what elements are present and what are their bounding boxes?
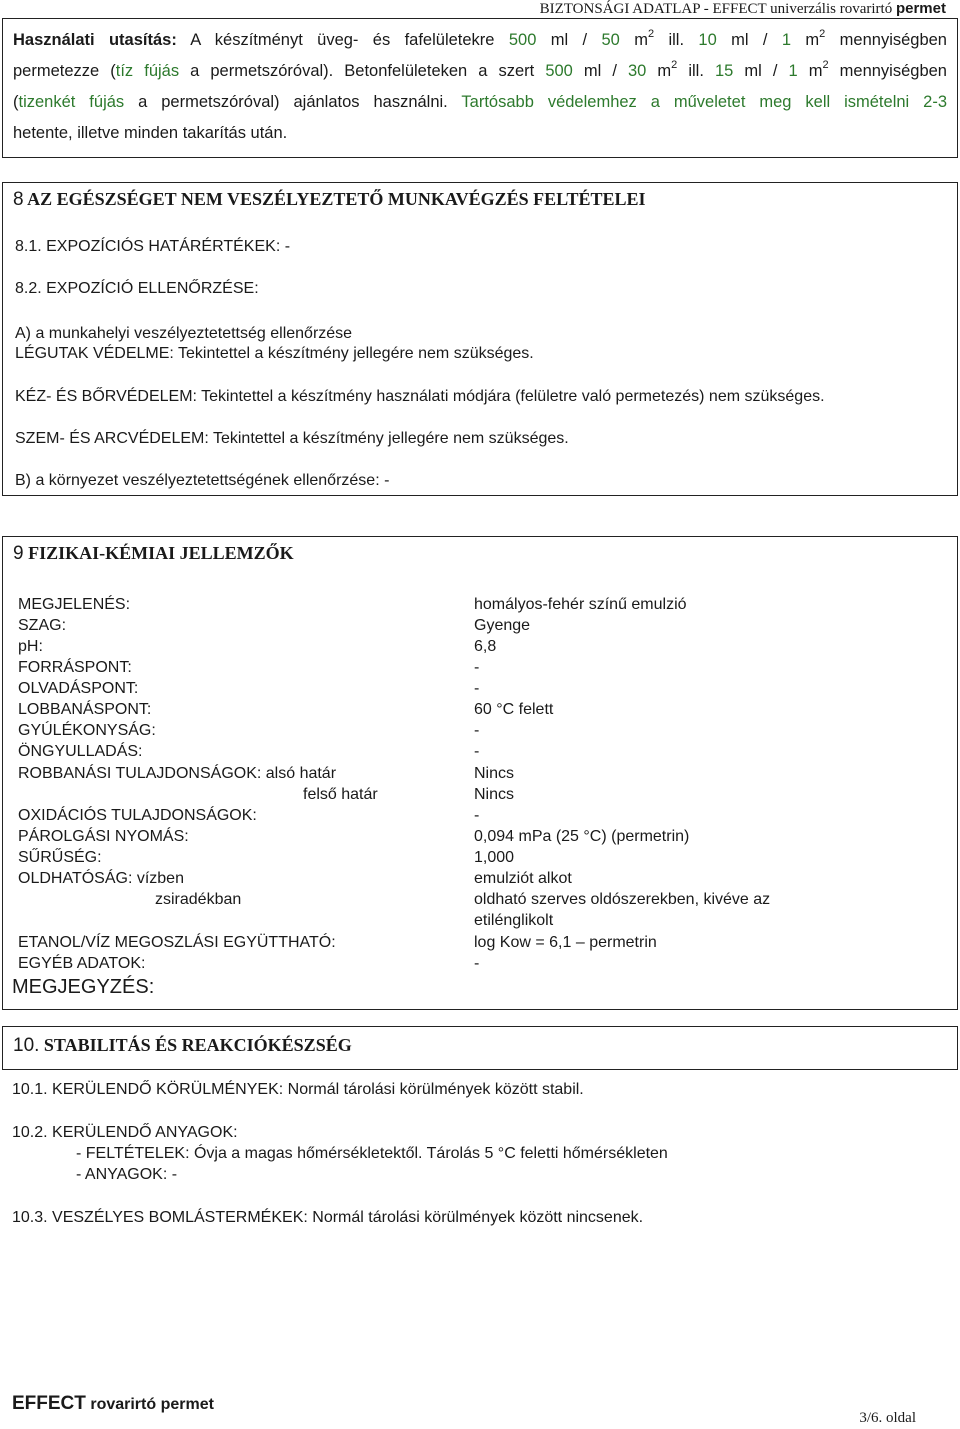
property-value: 0,094 mPa (25 °C) (permetrin) — [474, 828, 690, 845]
usage-number: 50 — [601, 31, 620, 49]
property-value: - — [474, 659, 480, 676]
usage-text: ml / — [572, 62, 628, 80]
property-value: Gyenge — [474, 617, 531, 634]
usage-text: ( — [13, 93, 19, 111]
usage-number: 30 — [628, 62, 647, 80]
property-value: log Kow = 6,1 – permetrin — [474, 934, 657, 951]
s8-line-7: B) a környezet veszélyeztetettségének ellenőrzése: - — [15, 472, 390, 489]
section-title-text: STABILITÁS ÉS REAKCIÓKÉSZSÉG — [39, 1035, 352, 1055]
usage-label: Használati utasítás: — [13, 31, 177, 49]
usage-text: A készítményt üveg- és fafelületekre — [176, 31, 509, 49]
superscript: 2 — [819, 28, 826, 40]
property-value: homályos-fehér színű emulzió — [474, 596, 687, 613]
superscript: 2 — [647, 28, 655, 40]
usage-text: m — [797, 62, 823, 80]
usage-line-3 — [13, 87, 947, 118]
property-label: LOBBANÁSPONT: — [18, 701, 152, 718]
property-value: 6,8 — [474, 638, 497, 655]
usage-text: ml / — [716, 31, 782, 49]
property-label: OLVADÁSPONT: — [18, 680, 139, 697]
usage-text: ill. — [677, 62, 715, 80]
header-text: BIZTONSÁGI ADATLAP - EFFECT univerzális rovarirtó — [539, 1, 893, 17]
section-title-text: FIZIKAI-KÉMIAI JELLEMZŐK — [23, 543, 294, 563]
s10-line-1: 10.1. KERÜLENDŐ KÖRÜLMÉNYEK: Normál tárolási körülmények között stabil. — [12, 1081, 584, 1098]
footer-product — [12, 1393, 214, 1415]
property-label: FORRÁSPONT: — [18, 659, 132, 676]
s10-line-5: 10.3. VESZÉLYES BOMLÁSTERMÉKEK: Normál tárolási körülmények között nincsenek. — [12, 1209, 644, 1226]
property-label: pH: — [18, 638, 43, 655]
usage-text: a permetszóróval) ajánlatos használni. — [124, 93, 462, 111]
property-value: - — [474, 807, 480, 824]
usage-number: 1 — [788, 62, 798, 80]
section-10-title — [13, 1035, 352, 1057]
section-number: 10. — [13, 1035, 40, 1056]
property-value: Nincs — [474, 765, 515, 782]
footer-product-rest: rovarirtó permet — [85, 1396, 214, 1413]
property-label: zsiradékban — [155, 891, 242, 908]
section-10-title-box — [2, 1026, 958, 1070]
s8-line-5: KÉZ- ÉS BŐRVÉDELEM: Tekintettel a készítmény használati módjára (felületre való permetezés) nem szükséges. — [15, 388, 825, 405]
property-label: ETANOL/VÍZ MEGOSZLÁSI EGYÜTTHATÓ: — [18, 934, 336, 951]
section-8 — [2, 182, 958, 496]
footer-product-name: EFFECT — [12, 1393, 86, 1414]
s8-line-3: A) a munkahelyi veszélyeztetettség ellenőrzése — [15, 325, 353, 342]
s8-line-2: 8.2. EXPOZÍCIÓ ELLENŐRZÉSE: — [15, 280, 259, 297]
usage-line-2 — [13, 56, 947, 87]
usage-box — [2, 18, 958, 158]
usage-text: ml / — [733, 62, 789, 80]
usage-text: mennyiségben — [825, 31, 947, 49]
usage-number: 10 — [698, 31, 717, 49]
section-8-title — [13, 189, 646, 211]
property-label: felső határ — [303, 786, 378, 803]
property-label: ÖNGYULLADÁS: — [18, 743, 143, 760]
property-label: PÁROLGÁSI NYOMÁS: — [18, 828, 189, 845]
section-title-text: AZ EGÉSZSÉGET NEM VESZÉLYEZTETŐ MUNKAVÉGZÉS FELTÉTELEI — [23, 189, 646, 209]
usage-text: ml / — [536, 31, 602, 49]
property-value: Nincs — [474, 786, 515, 803]
usage-text: a permetszóróval). Betonfelületeken a szert — [179, 62, 546, 80]
section-9-title — [13, 543, 294, 565]
usage-highlight: Tartósabb védelemhez a műveletet meg kell ismételni 2-3 — [461, 93, 947, 111]
usage-text: mennyiségben — [828, 62, 947, 80]
usage-text: m — [791, 31, 820, 49]
usage-highlight: tíz fújás — [115, 62, 180, 80]
property-label: GYÚLÉKONYSÁG: — [18, 722, 156, 739]
property-value: - — [474, 955, 480, 972]
usage-number: 500 — [545, 62, 573, 80]
property-value: - — [474, 722, 480, 739]
page-header — [540, 0, 946, 18]
property-value: oldható szerves oldószerekben, kivéve az — [474, 891, 771, 908]
property-label: SZAG: — [18, 617, 67, 634]
property-value: - — [474, 743, 480, 760]
section-number: 8 — [13, 189, 24, 210]
usage-number: 1 — [781, 31, 792, 49]
property-label: OLDHATÓSÁG: vízben — [18, 870, 184, 887]
property-value: - — [474, 680, 480, 697]
property-value: etilénglikolt — [474, 912, 554, 929]
property-value: 60 °C felett — [474, 701, 554, 718]
usage-number: 15 — [714, 62, 734, 80]
section-9-note: MEGJEGYZÉS: — [12, 976, 155, 998]
usage-line-4: hetente, illetve minden takarítás után. — [13, 124, 288, 142]
s8-line-4: LÉGUTAK VÉDELME: Tekintettel a készítmény jellegére nem szükséges. — [15, 345, 534, 362]
usage-text: m — [646, 62, 672, 80]
s10-line-4: - ANYAGOK: - — [76, 1166, 178, 1183]
usage-highlight: tizenkét fújás — [18, 93, 125, 111]
property-label: SŰRŰSÉG: — [18, 849, 102, 866]
page-number: 3/6. oldal — [859, 1410, 916, 1426]
property-label: MEGJELENÉS: — [18, 596, 131, 613]
property-label: EGYÉB ADATOK: — [18, 955, 146, 972]
section-number: 9 — [13, 543, 24, 564]
s10-line-2: 10.2. KERÜLENDŐ ANYAGOK: — [12, 1124, 238, 1141]
usage-text: permetezze ( — [13, 62, 116, 80]
usage-line-1 — [13, 25, 947, 56]
s8-line-6: SZEM- ÉS ARCVÉDELEM: Tekintettel a készítmény jellegére nem szükséges. — [15, 430, 569, 447]
s10-line-3: - FELTÉTELEK: Óvja a magas hőmérsékletektől. Tárolás 5 °C feletti hőmérsékleten — [76, 1145, 668, 1162]
property-label: OXIDÁCIÓS TULAJDONSÁGOK: — [18, 807, 257, 824]
superscript: 2 — [671, 59, 678, 71]
property-label: ROBBANÁSI TULAJDONSÁGOK: alsó határ — [18, 765, 337, 782]
usage-number: 500 — [508, 31, 537, 49]
s8-line-1: 8.1. EXPOZÍCIÓS HATÁRÉRTÉKEK: - — [15, 238, 291, 255]
usage-text: ill. — [654, 31, 699, 49]
property-value: 1,000 — [474, 849, 515, 866]
header-bold: permet — [895, 0, 946, 17]
usage-text: m — [619, 31, 648, 49]
property-value: emulziót alkot — [474, 870, 572, 887]
superscript: 2 — [822, 59, 829, 71]
